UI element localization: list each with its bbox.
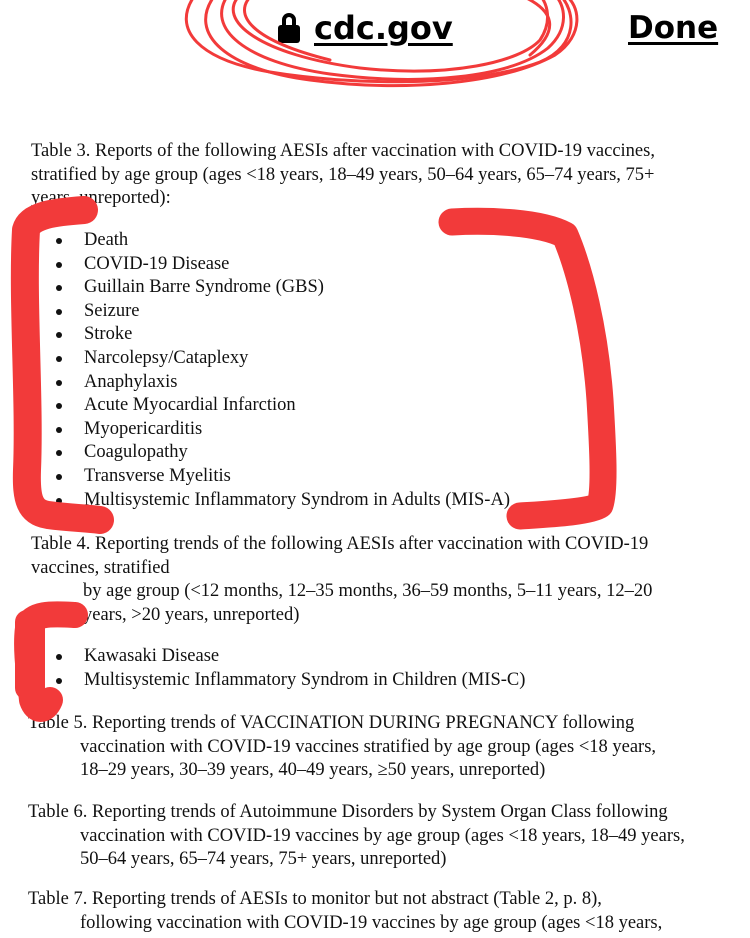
table7-caption-line: following vaccination with COVID-19 vaccines by age group (ages <18 years, <box>80 912 663 933</box>
bullet-icon <box>56 238 62 244</box>
list-item-text: Seizure <box>84 300 140 321</box>
table5-caption-line: 18–29 years, 30–39 years, 40–49 years, ≥50 years, unreported) <box>80 760 546 780</box>
bullet-icon <box>56 262 62 268</box>
list-item-text: Acute Myocardial Infarction <box>84 395 296 416</box>
table7-caption <box>28 888 748 935</box>
bullet-icon <box>56 380 62 386</box>
table5-caption-line: Table 5. Reporting trends of VACCINATION DURING PREGNANCY following <box>28 713 635 733</box>
list-item-text: Guillain Barre Syndrome (GBS) <box>84 277 324 298</box>
list-item <box>0 418 510 442</box>
list-item-text: Kawasaki Disease <box>84 646 220 666</box>
bullet-icon <box>56 678 62 684</box>
bullet-icon <box>56 450 62 456</box>
bullet-icon <box>56 332 62 338</box>
list-item-text: Narcolepsy/Cataplexy <box>84 347 249 368</box>
table4-caption-line: years, >20 years, unreported) <box>83 604 300 625</box>
list-item-text: Stroke <box>84 324 133 345</box>
table4-caption-line: vaccines, stratified <box>31 557 170 578</box>
list-item <box>0 347 510 371</box>
bullet-icon <box>56 309 62 315</box>
table6-caption-line: vaccination with COVID-19 vaccines by age group (ages <18 years, 18–49 years, <box>80 825 685 846</box>
table7-caption-line: Table 7. Reporting trends of AESIs to monitor but not abstract (Table 2, p. 8), <box>28 889 602 909</box>
list-item <box>0 323 510 347</box>
table4-caption <box>31 533 731 627</box>
address-bar[interactable] <box>278 6 453 50</box>
table6-caption <box>28 801 748 872</box>
list-item-text: Death <box>84 230 129 250</box>
browser-top-bar <box>0 0 750 60</box>
list-item <box>0 229 510 253</box>
done-button[interactable]: Done <box>628 10 719 46</box>
table4-caption-line: by age group (<12 months, 12–35 months, 36–59 months, 5–11 years, 12–20 <box>83 581 653 601</box>
table3-caption <box>31 140 731 211</box>
list-item-text: COVID-19 Disease <box>84 253 230 274</box>
bullet-icon <box>56 654 62 660</box>
table4-caption-line: Table 4. Reporting trends of the following AESIs after vaccination with COVID-19 <box>31 534 649 554</box>
table6-caption-line: Table 6. Reporting trends of Autoimmune Disorders by System Organ Class following <box>28 802 668 822</box>
list-item-text: Multisystemic Inflammatory Syndrom in Children (MIS-C) <box>84 669 526 690</box>
list-item <box>0 394 510 418</box>
list-item <box>0 371 510 395</box>
list-item-text: Anaphylaxis <box>84 371 178 392</box>
table5-caption <box>28 712 728 783</box>
table3-aesi-list <box>0 229 510 512</box>
list-item-text: Multisystemic Inflammatory Syndrom in Adults (MIS-A) <box>84 489 510 510</box>
table3-caption-line: Table 3. Reports of the following AESIs after vaccination with COVID-19 vaccines, <box>31 141 655 161</box>
list-item <box>0 300 510 324</box>
bullet-icon <box>56 498 62 504</box>
bullet-icon <box>56 427 62 433</box>
url-text[interactable]: cdc.gov <box>314 9 453 47</box>
list-item <box>0 253 510 277</box>
list-item <box>0 489 510 513</box>
table3-caption-line: years, unreported): <box>31 188 171 208</box>
list-item-text: Transverse Myelitis <box>84 465 231 486</box>
lock-icon <box>278 13 300 43</box>
table3-caption-line: stratified by age group (ages <18 years, 18–49 years, 50–64 years, 65–74 years, 75+ <box>31 164 655 185</box>
table6-caption-line: 50–64 years, 65–74 years, 75+ years, unreported) <box>80 849 447 869</box>
list-item <box>0 465 510 489</box>
list-item <box>0 669 525 693</box>
list-item-text: Myopericarditis <box>84 418 203 439</box>
list-item <box>0 645 525 669</box>
bullet-icon <box>56 285 62 291</box>
list-item <box>0 276 510 300</box>
list-item-text: Coagulopathy <box>84 442 188 463</box>
bullet-icon <box>56 403 62 409</box>
table5-caption-line: vaccination with COVID-19 vaccines stratified by age group (ages <18 years, <box>80 736 657 757</box>
table4-aesi-list <box>0 645 525 692</box>
bullet-icon <box>56 474 62 480</box>
list-item <box>0 441 510 465</box>
bullet-icon <box>56 356 62 362</box>
